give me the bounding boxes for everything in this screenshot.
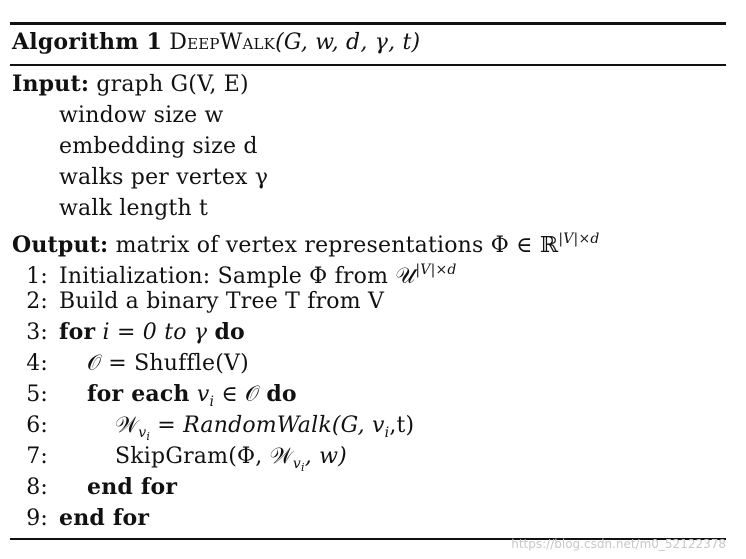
step-3-range: i = 0 to γ [102,320,208,345]
input-window [12,100,224,131]
for-each-keyword: for each [87,381,190,407]
step-4 [12,348,249,379]
step-number: 7: [26,444,48,469]
step-number: 1: [26,264,48,289]
output-text: matrix of vertex representations Φ ∈ ℝ [115,233,559,258]
input-window-text: window size w [59,103,224,128]
step-6-tail: ,t) [389,413,415,438]
step-number: 2: [26,289,48,314]
step-1-sup: |V|×d [415,262,457,278]
step-1-text: Initialization: Sample Φ from 𝒰 [59,264,416,289]
step-number: 4: [26,351,48,376]
input-embedding [12,131,258,162]
output-keyword: Output: [12,232,109,258]
input-walks-text: walks per vertex γ [59,165,269,190]
input-keyword: Input: [12,71,90,97]
end-for-keyword: end for [87,474,178,500]
step-number: 5: [26,382,48,407]
step-2 [12,286,384,317]
step-6-walk-symbol: 𝒲 [115,413,139,438]
step-1 [12,255,457,289]
step-5-var-sub: i [209,394,215,410]
step-6 [12,410,414,441]
input-line [12,69,249,100]
step-number: 6: [26,413,48,438]
step-5-set: ∈ 𝒪 [221,382,260,407]
step-number: 9: [26,506,48,531]
step-2-text: Build a binary Tree T from V [59,289,385,314]
do-keyword: do [214,319,245,345]
step-5-var: v [196,382,210,407]
step-7 [12,441,347,472]
step-3 [12,317,245,348]
step-9 [12,503,149,534]
step-4-text: 𝒪 = Shuffle(V) [87,351,249,376]
top-rule [10,22,726,25]
caption-rule [10,64,726,66]
step-7-text: SkipGram(Φ, 𝒲 [115,444,293,469]
watermark: https://blog.csdn.net/m0_52122378 [511,537,726,551]
do-keyword: do [266,381,297,407]
for-keyword: for [59,319,96,345]
algorithm-label: Algorithm 1 [12,29,163,55]
algorithm-params: (G, w, d, γ, t) [275,30,421,55]
step-6-walk-sub: vi [138,425,151,443]
step-6-text: = RandomWalk(G, v [157,413,385,438]
algorithm-caption [12,27,420,58]
step-6-var-sub: i [384,425,390,441]
input-walks [12,162,268,193]
step-5 [12,379,297,410]
output-sup: |V|×d [558,231,600,247]
output-line [12,224,600,258]
input-length [12,193,208,224]
step-7-tail: , w) [304,444,347,469]
end-for-keyword: end for [59,505,150,531]
step-8 [12,472,177,503]
step-number: 8: [26,475,48,500]
input-embedding-text: embedding size d [59,134,258,159]
step-number: 3: [26,320,48,345]
input-length-text: walk length t [59,196,209,221]
input-graph: graph G(V, E) [96,72,249,97]
step-7-walk-sub: vi [292,456,305,474]
algorithm-name: DeepWalk [169,30,276,55]
